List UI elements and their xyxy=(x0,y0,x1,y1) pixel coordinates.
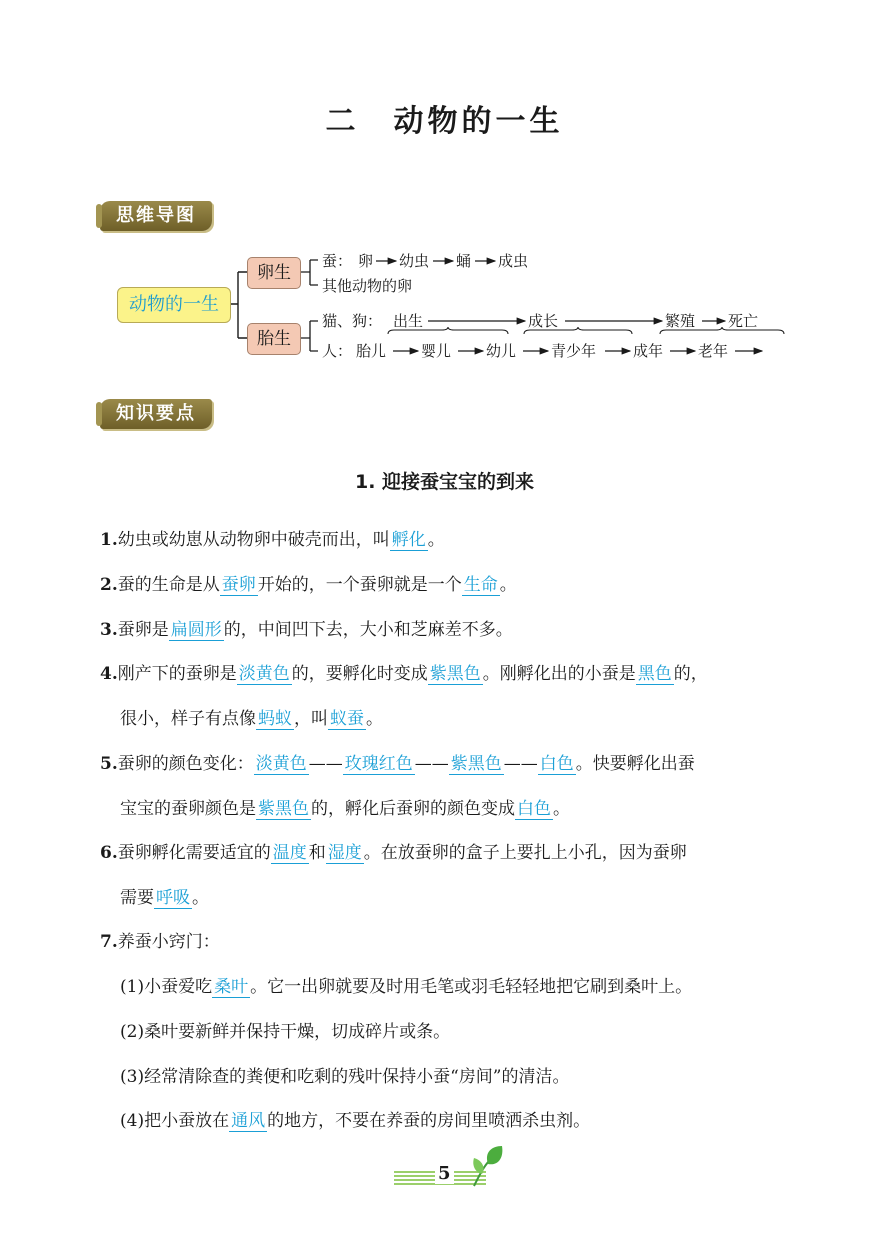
line-text: 蚕卵是 xyxy=(117,620,169,640)
line-text: 和 xyxy=(308,843,326,863)
stage-child: 幼儿 xyxy=(486,342,517,360)
stage-infant: 婴儿 xyxy=(421,342,452,360)
human-prefix: 人： xyxy=(322,342,353,360)
line-text: 。 xyxy=(499,575,517,595)
page-title: 二 动物的一生 xyxy=(325,104,564,139)
line-text: 。刚孵化出的小蚕是 xyxy=(482,664,636,684)
stage-egg: 卵 xyxy=(358,252,374,270)
answer-blank: 扁圆形 xyxy=(170,620,222,640)
knowledge-line xyxy=(120,885,829,911)
line-text: 。在放蚕卵的盒子上要扎上小孔，因为蚕卵 xyxy=(363,843,687,863)
line-text: 的，中间凹下去，大小和芝麻差不多。 xyxy=(223,620,513,640)
other-eggs: 其他动物的卵 xyxy=(322,277,413,295)
answer-blank: 紫黑色 xyxy=(429,664,481,684)
line-text: —— xyxy=(308,754,343,774)
stage-elderly: 老年 xyxy=(698,342,729,360)
answer-blank: 蚂蚁 xyxy=(258,709,292,729)
answer-blank: 孵化 xyxy=(391,530,426,550)
knowledge-line xyxy=(120,1108,829,1134)
line-text: (2)桑叶要新鲜并保持干燥，切成碎片或条。 xyxy=(120,1022,451,1042)
line-text: 的地方，不要在养蚕的房间里喷洒杀虫剂。 xyxy=(267,1111,591,1131)
answer-blank: 白色 xyxy=(539,754,574,774)
line-text: 的，孵化后蚕卵的颜色变成 xyxy=(311,799,515,819)
line-text: 宝宝的蚕卵颜色是 xyxy=(120,799,256,819)
line-text: 。 xyxy=(553,799,570,819)
line-text: 的，要孵化时变成 xyxy=(291,664,428,684)
mindmap-root: 动物的一生 xyxy=(117,287,231,323)
answer-blank: 蚁蚕 xyxy=(330,709,364,729)
knowledge-line xyxy=(100,527,829,553)
branch-oviparous: 卵生 xyxy=(247,257,301,289)
page-number: 5 xyxy=(435,1163,454,1184)
line-text: 需要 xyxy=(120,888,154,908)
knowledge-badge: 知识要点 xyxy=(100,399,212,429)
stage-pupa: 蛹 xyxy=(456,252,472,270)
line-text: 蚕卵孵化需要适宜的 xyxy=(117,843,271,863)
answer-blank: 生命 xyxy=(463,575,498,595)
stage-grow: 成长 xyxy=(528,312,559,330)
knowledge-line xyxy=(100,572,829,598)
item-number: 7. xyxy=(100,932,118,952)
knowledge-line xyxy=(100,751,829,777)
stage-fetus: 胎儿 xyxy=(356,342,387,360)
line-text: 的， xyxy=(673,664,708,684)
answer-blank: 白色 xyxy=(517,799,551,819)
knowledge-line xyxy=(120,1064,829,1090)
answer-blank: 蚕卵 xyxy=(221,575,256,595)
line-text: (3)经常清除查的粪便和吃剩的残叶保持小蚕“房间”的清洁。 xyxy=(120,1067,570,1087)
answer-blank: 桑叶 xyxy=(214,977,249,997)
knowledge-line xyxy=(100,617,829,643)
line-text: 很小，样子有点像 xyxy=(120,709,256,729)
answer-blank: 黑色 xyxy=(637,664,672,684)
item-number: 2. xyxy=(100,575,118,595)
knowledge-line xyxy=(120,974,829,1000)
line-text: —— xyxy=(414,754,449,774)
line-text: 。 xyxy=(192,888,209,908)
line-text: ，叫 xyxy=(294,709,328,729)
mindmap-connectors xyxy=(0,0,889,400)
item-number: 1. xyxy=(100,530,118,550)
line-text: 刚产下的蚕卵是 xyxy=(117,664,237,684)
line-text: —— xyxy=(503,754,538,774)
line-text: 开始的，一个蚕卵就是一个 xyxy=(257,575,462,595)
stage-birth: 出生 xyxy=(393,312,424,330)
answer-blank: 紫黑色 xyxy=(450,754,502,774)
branch-viviparous: 胎生 xyxy=(247,323,301,355)
knowledge-line xyxy=(120,1019,829,1045)
line-text: 幼虫或幼崽从动物卵中破壳而出，叫 xyxy=(117,530,390,550)
item-number: 5. xyxy=(100,754,118,774)
section-title: 1. 迎接蚕宝宝的到来 xyxy=(354,471,535,493)
answer-blank: 玫瑰红色 xyxy=(344,754,413,774)
knowledge-line xyxy=(120,796,829,822)
stage-larva: 幼虫 xyxy=(399,252,430,270)
line-text: 。它一出卵就要及时用毛笔或羽毛轻轻地把它刷到桑叶上。 xyxy=(250,977,693,997)
stage-adult: 成虫 xyxy=(498,252,529,270)
leaf-icon xyxy=(470,1144,506,1190)
item-number: 6. xyxy=(100,843,118,863)
answer-blank: 淡黄色 xyxy=(238,664,290,684)
line-text: (4)把小蚕放在 xyxy=(120,1111,230,1131)
line-text: 蚕卵的颜色变化： xyxy=(117,754,254,774)
answer-blank: 呼吸 xyxy=(156,888,190,908)
line-text: 蚕的生命是从 xyxy=(117,575,220,595)
stage-teen: 青少年 xyxy=(551,342,597,360)
silkworm-prefix: 蚕： xyxy=(322,252,353,270)
knowledge-line xyxy=(100,840,829,866)
line-text: 。 xyxy=(366,709,383,729)
item-number: 3. xyxy=(100,620,118,640)
item-number: 4. xyxy=(100,664,118,684)
line-text: (1)小蚕爱吃 xyxy=(120,977,213,997)
answer-blank: 湿度 xyxy=(327,843,362,863)
knowledge-line xyxy=(120,706,829,732)
stage-reproduce: 繁殖 xyxy=(665,312,696,330)
mindmap-badge: 思维导图 xyxy=(100,201,212,231)
line-text: 。 xyxy=(427,530,445,550)
stage-death: 死亡 xyxy=(728,312,759,330)
line-text: 养蚕小窍门： xyxy=(117,932,220,952)
answer-blank: 温度 xyxy=(272,843,307,863)
answer-blank: 紫黑色 xyxy=(258,799,309,819)
line-text: 。快要孵化出蚕 xyxy=(575,754,695,774)
catdog-prefix: 猫、狗： xyxy=(322,312,383,330)
answer-blank: 淡黄色 xyxy=(255,754,307,774)
answer-blank: 通风 xyxy=(231,1111,266,1131)
knowledge-line xyxy=(100,661,829,687)
knowledge-line xyxy=(100,929,829,955)
stage-adult-human: 成年 xyxy=(633,342,664,360)
